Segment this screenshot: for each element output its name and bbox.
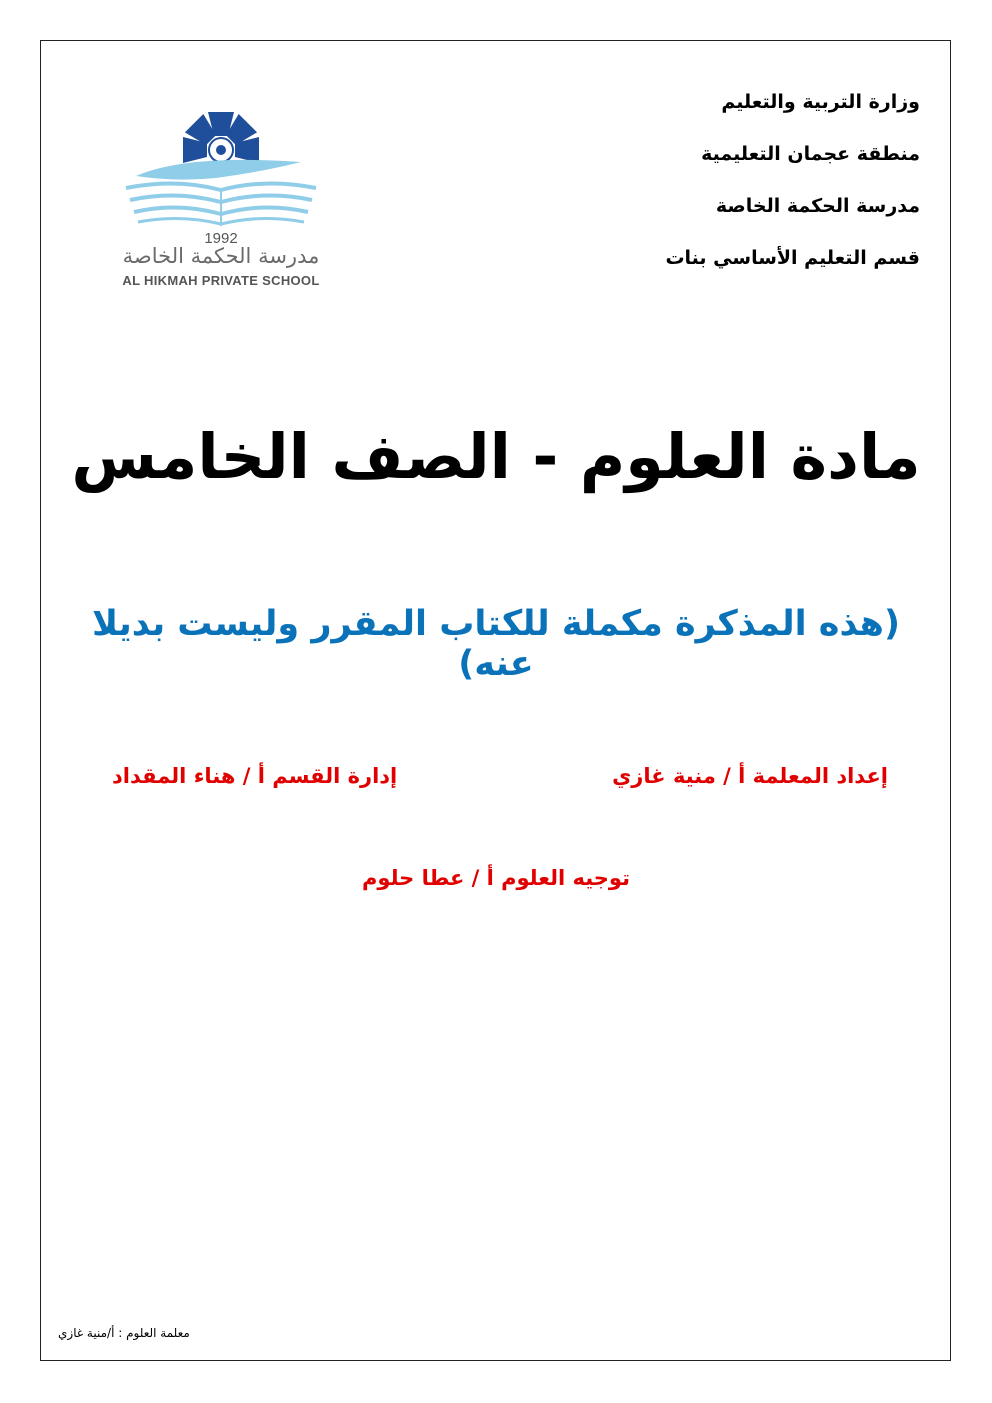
science-guidance: توجيه العلوم أ / عطا حلوم <box>362 866 630 890</box>
footer-note: معلمة العلوم : أ/منية غازي <box>58 1326 190 1340</box>
school-logo <box>96 92 346 292</box>
zone-line: منطقة عجمان التعليمية <box>701 143 920 165</box>
logo-year: 1992 <box>204 230 238 247</box>
school-line: مدرسة الحكمة الخاصة <box>715 195 920 217</box>
department-head: إدارة القسم أ / هناء المقداد <box>112 764 398 788</box>
section-line: قسم التعليم الأساسي بنات <box>665 247 920 269</box>
prepared-by: إعداد المعلمة أ / منية غازي <box>612 764 888 788</box>
ministry-line: وزارة التربية والتعليم <box>721 91 920 113</box>
logo-emblem-icon <box>96 92 346 242</box>
logo-arabic-name: مدرسة الحكمة الخاصة <box>122 244 320 268</box>
header-block <box>620 86 920 294</box>
page-title: مادة العلوم - الصف الخامس <box>71 420 921 493</box>
logo-english-name: AL HIKMAH PRIVATE SCHOOL <box>122 273 320 288</box>
page-subtitle: (هذه المذكرة مكملة للكتاب المقرر وليست بديلا عنه) <box>92 604 900 684</box>
